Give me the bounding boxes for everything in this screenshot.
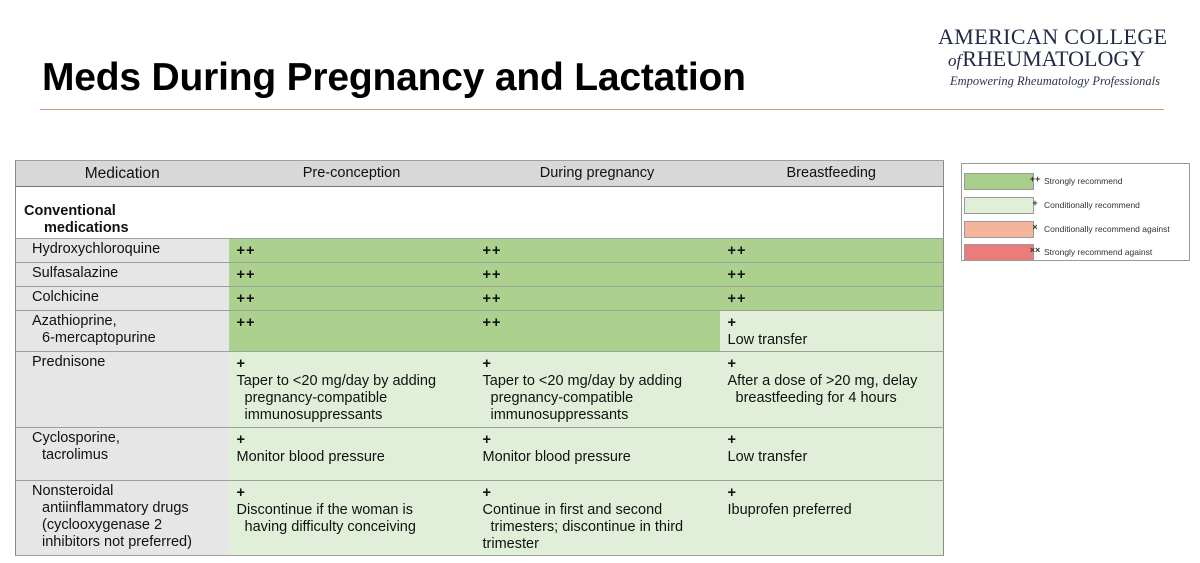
medication-name-line: Prednisone (32, 354, 106, 370)
medication-name-line: Azathioprine, (32, 313, 117, 329)
medication-name-line: 6-mercaptopurine (42, 330, 156, 346)
recommendation-note: Discontinue if the woman is (236, 502, 413, 518)
medication-name-cell (16, 287, 229, 311)
table-row (16, 481, 944, 556)
recommendation-cell (475, 428, 720, 481)
medication-name-line: Cyclosporine, (32, 430, 120, 446)
recommendation-symbol: + (236, 485, 246, 501)
acr-logo (938, 26, 1168, 89)
recommendation-symbol: ++ (236, 315, 256, 331)
legend-item (962, 197, 1189, 214)
medication-name-cell (16, 239, 229, 263)
recommendation-note: Ibuprofen preferred (727, 502, 852, 518)
recommendation-cell (229, 263, 475, 287)
legend-label: Strongly recommend (1044, 176, 1123, 186)
recommendation-symbol: ++ (236, 243, 256, 259)
recommendation-symbol: ++ (727, 267, 747, 283)
logo-line-1: AMERICAN COLLEGE (938, 24, 1168, 49)
recommendation-cell (720, 481, 944, 556)
table-row (16, 428, 944, 481)
recommendation-symbol: + (236, 432, 246, 448)
recommendation-cell (720, 352, 944, 428)
logo-line-2 (948, 48, 1168, 72)
section-label-line-1: Conventional (24, 203, 116, 219)
medication-name-line: Colchicine (32, 289, 99, 305)
recommendation-cell (475, 311, 720, 352)
recommendation-symbol: ++ (482, 315, 502, 331)
table-row (16, 352, 944, 428)
legend-symbol: ×× (1029, 245, 1041, 255)
table-header-row (16, 161, 944, 187)
recommendation-note: immunosuppressants (244, 407, 383, 423)
medication-name-line: Hydroxychloroquine (32, 241, 161, 257)
slide-title: Meds During Pregnancy and Lactation (42, 56, 746, 99)
medication-name-line: tacrolimus (42, 447, 109, 463)
recommendation-cell (475, 287, 720, 311)
title-divider (40, 109, 1164, 110)
recommendation-cell (475, 239, 720, 263)
recommendation-note: Low transfer (727, 449, 808, 465)
legend-symbol: ++ (1029, 174, 1041, 184)
recommendation-note: Taper to <20 mg/day by adding (236, 373, 437, 389)
logo-tagline: Empowering Rheumatology Professionals (950, 74, 1160, 88)
header-during-pregnancy: During pregnancy (475, 161, 720, 187)
recommendation-note: pregnancy-compatible (490, 390, 634, 406)
header-breastfeeding: Breastfeeding (720, 161, 944, 187)
recommendation-note: Monitor blood pressure (236, 449, 385, 465)
recommendation-note: breastfeeding for 4 hours (735, 390, 897, 406)
recommendation-symbol: ++ (727, 291, 747, 307)
recommendation-symbol: + (727, 356, 737, 372)
legend-item (962, 173, 1189, 190)
table-row (16, 287, 944, 311)
legend-label: Strongly recommend against (1044, 247, 1153, 257)
medication-name-line: antiinflammatory drugs (42, 500, 189, 516)
recommendation-cell (720, 311, 944, 352)
recommendation-cell (475, 352, 720, 428)
recommendation-cell (229, 481, 475, 556)
recommendation-symbol: + (236, 356, 246, 372)
recommendation-symbol: + (482, 485, 492, 501)
medication-name-line: inhibitors not preferred) (42, 534, 192, 550)
recommendation-cell (720, 239, 944, 263)
recommendation-symbol: + (482, 356, 492, 372)
recommendation-note: trimesters; discontinue in third (490, 519, 684, 535)
medication-name-line: Nonsteroidal (32, 483, 114, 499)
recommendation-note: Low transfer (727, 332, 808, 348)
recommendation-cell (229, 287, 475, 311)
recommendation-cell (475, 263, 720, 287)
table-row (16, 311, 944, 352)
table-row (16, 239, 944, 263)
recommendation-cell (229, 428, 475, 481)
recommendation-cell (720, 287, 944, 311)
recommendation-symbol: ++ (482, 243, 502, 259)
table-row (16, 263, 944, 287)
recommendation-symbol: ++ (482, 267, 502, 283)
recommendation-note: immunosuppressants (490, 407, 629, 423)
medication-name-cell (16, 481, 229, 556)
legend-item (962, 221, 1189, 238)
section-row (16, 187, 944, 239)
recommendation-cell (229, 239, 475, 263)
header-pre-conception: Pre-conception (229, 161, 475, 187)
recommendation-note: having difficulty conceiving (244, 519, 416, 535)
recommendation-cell (475, 481, 720, 556)
recommendation-symbol: ++ (482, 291, 502, 307)
recommendation-note: Taper to <20 mg/day by adding (482, 373, 683, 389)
recommendation-note: Continue in first and second (482, 502, 663, 518)
section-label (16, 187, 944, 239)
logo-rheumatology: RHEUMATOLOGY (962, 46, 1146, 71)
recommendation-symbol: + (482, 432, 492, 448)
legend-label: Conditionally recommend against (1044, 224, 1170, 234)
medication-name-line: (cyclooxygenase 2 (42, 517, 163, 533)
medication-name-cell (16, 428, 229, 481)
recommendation-cell (229, 311, 475, 352)
medication-name-cell (16, 263, 229, 287)
recommendation-note: pregnancy-compatible (244, 390, 388, 406)
medication-table (15, 160, 944, 556)
legend-item (962, 244, 1189, 261)
recommendation-symbol: + (727, 315, 737, 331)
section-label-line-2: medications (44, 220, 129, 236)
recommendation-cell (229, 352, 475, 428)
recommendation-symbol: ++ (727, 243, 747, 259)
medication-name-cell (16, 352, 229, 428)
recommendation-symbol: + (727, 432, 737, 448)
legend-label: Conditionally recommend (1044, 200, 1140, 210)
header-medication: Medication (16, 161, 229, 187)
recommendation-symbol: ++ (236, 267, 256, 283)
recommendation-symbol: + (727, 485, 737, 501)
logo-of: of (948, 51, 962, 70)
legend-symbol: + (1032, 198, 1038, 208)
recommendation-cell (720, 428, 944, 481)
medication-name-cell (16, 311, 229, 352)
legend-symbol: × (1032, 222, 1038, 232)
recommendation-symbol: ++ (236, 291, 256, 307)
recommendation-cell (720, 263, 944, 287)
recommendation-note: After a dose of >20 mg, delay (727, 373, 918, 389)
recommendation-note: Monitor blood pressure (482, 449, 631, 465)
recommendation-note: trimester (482, 536, 539, 552)
medication-name-line: Sulfasalazine (32, 265, 119, 281)
legend (961, 163, 1190, 261)
